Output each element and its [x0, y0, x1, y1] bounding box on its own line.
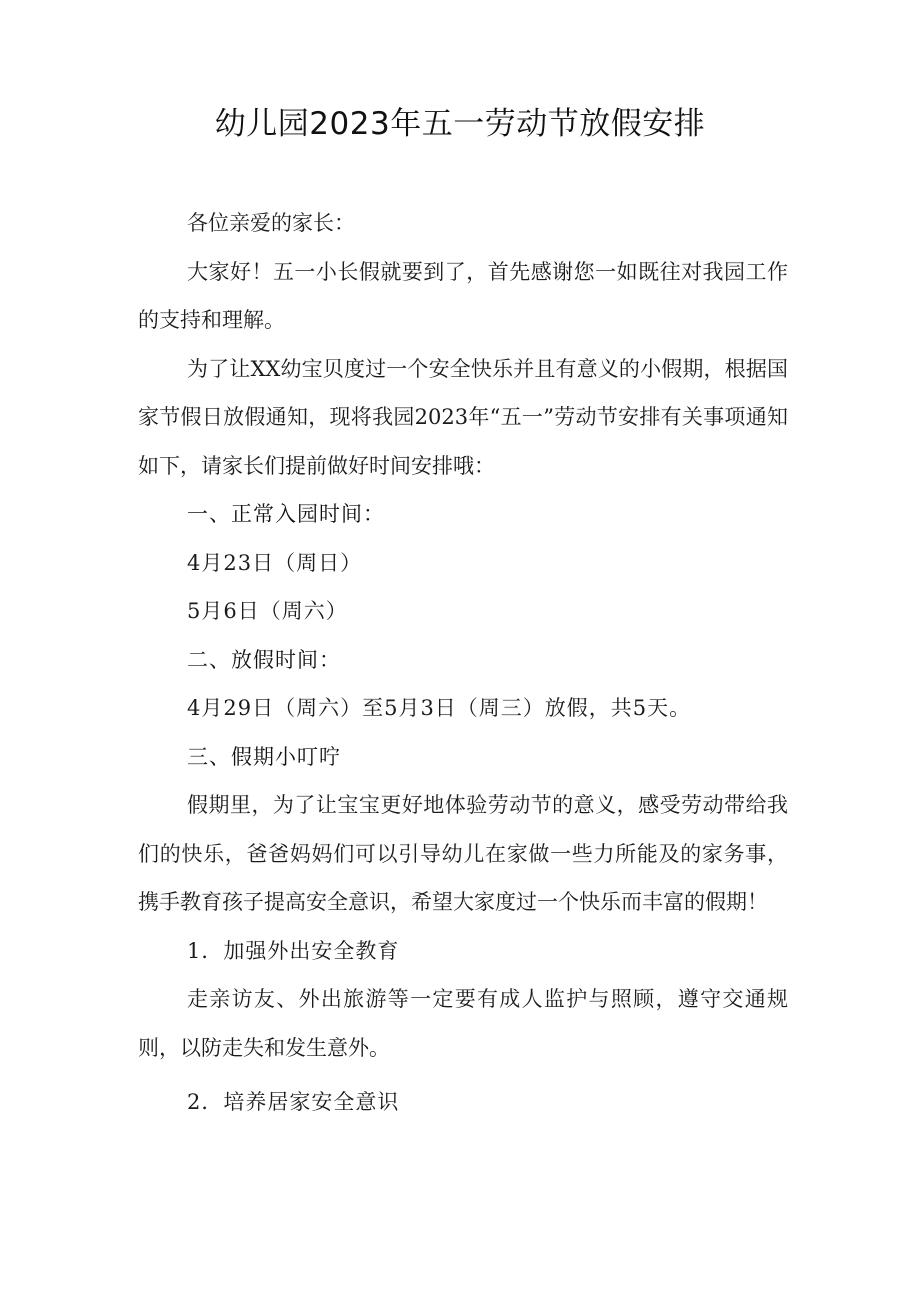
entry-date-1: 4月23日（周日）: [187, 550, 363, 575]
document-title: 幼儿园2023年五一劳动节放假安排: [214, 106, 706, 142]
salutation: 各位亲爱的家长：: [187, 211, 355, 235]
document-body: [138, 199, 788, 1127]
tip-1-label: 1．加强外出安全教育: [187, 938, 400, 963]
tip-1-text: 走亲访友、外出旅游等一定要有成人监护与照顾，遵守交通规则，以防走失和发生意外。: [138, 987, 788, 1060]
greeting-paragraph: 大家好！五一小长假就要到了，首先感谢您一如既往对我园工作的支持和理解。: [138, 259, 788, 332]
section-heading-entry-time: 一、正常入园时间：: [187, 502, 385, 526]
holiday-period: 4月29日（周六）至5月3日（周三）放假，共5天。: [187, 696, 692, 720]
entry-date-2: 5月6日（周六）: [187, 599, 348, 623]
reminders-paragraph: 假期里，为了让宝宝更好地体验劳动节的意义，感受劳动带给我们的快乐，爸爸妈妈们可以引导幼儿在家做一些力所能及的家务事，携手教育孩子提高安全意识，希望大家度过一个快乐而丰富的假期！: [138, 793, 788, 914]
tip-2-label: 2．培养居家安全意识: [187, 1090, 400, 1114]
section-heading-reminders: 三、假期小叮咛: [187, 744, 341, 769]
intro-paragraph: 为了让XX幼宝贝度过一个安全快乐并且有意义的小假期，根据国家节假日放假通知，现将我园2023年“五一”劳动节安排有关事项通知如下，请家长们提前做好时间安排哦：: [138, 356, 788, 478]
section-heading-holiday-time: 二、放假时间：: [187, 647, 341, 672]
